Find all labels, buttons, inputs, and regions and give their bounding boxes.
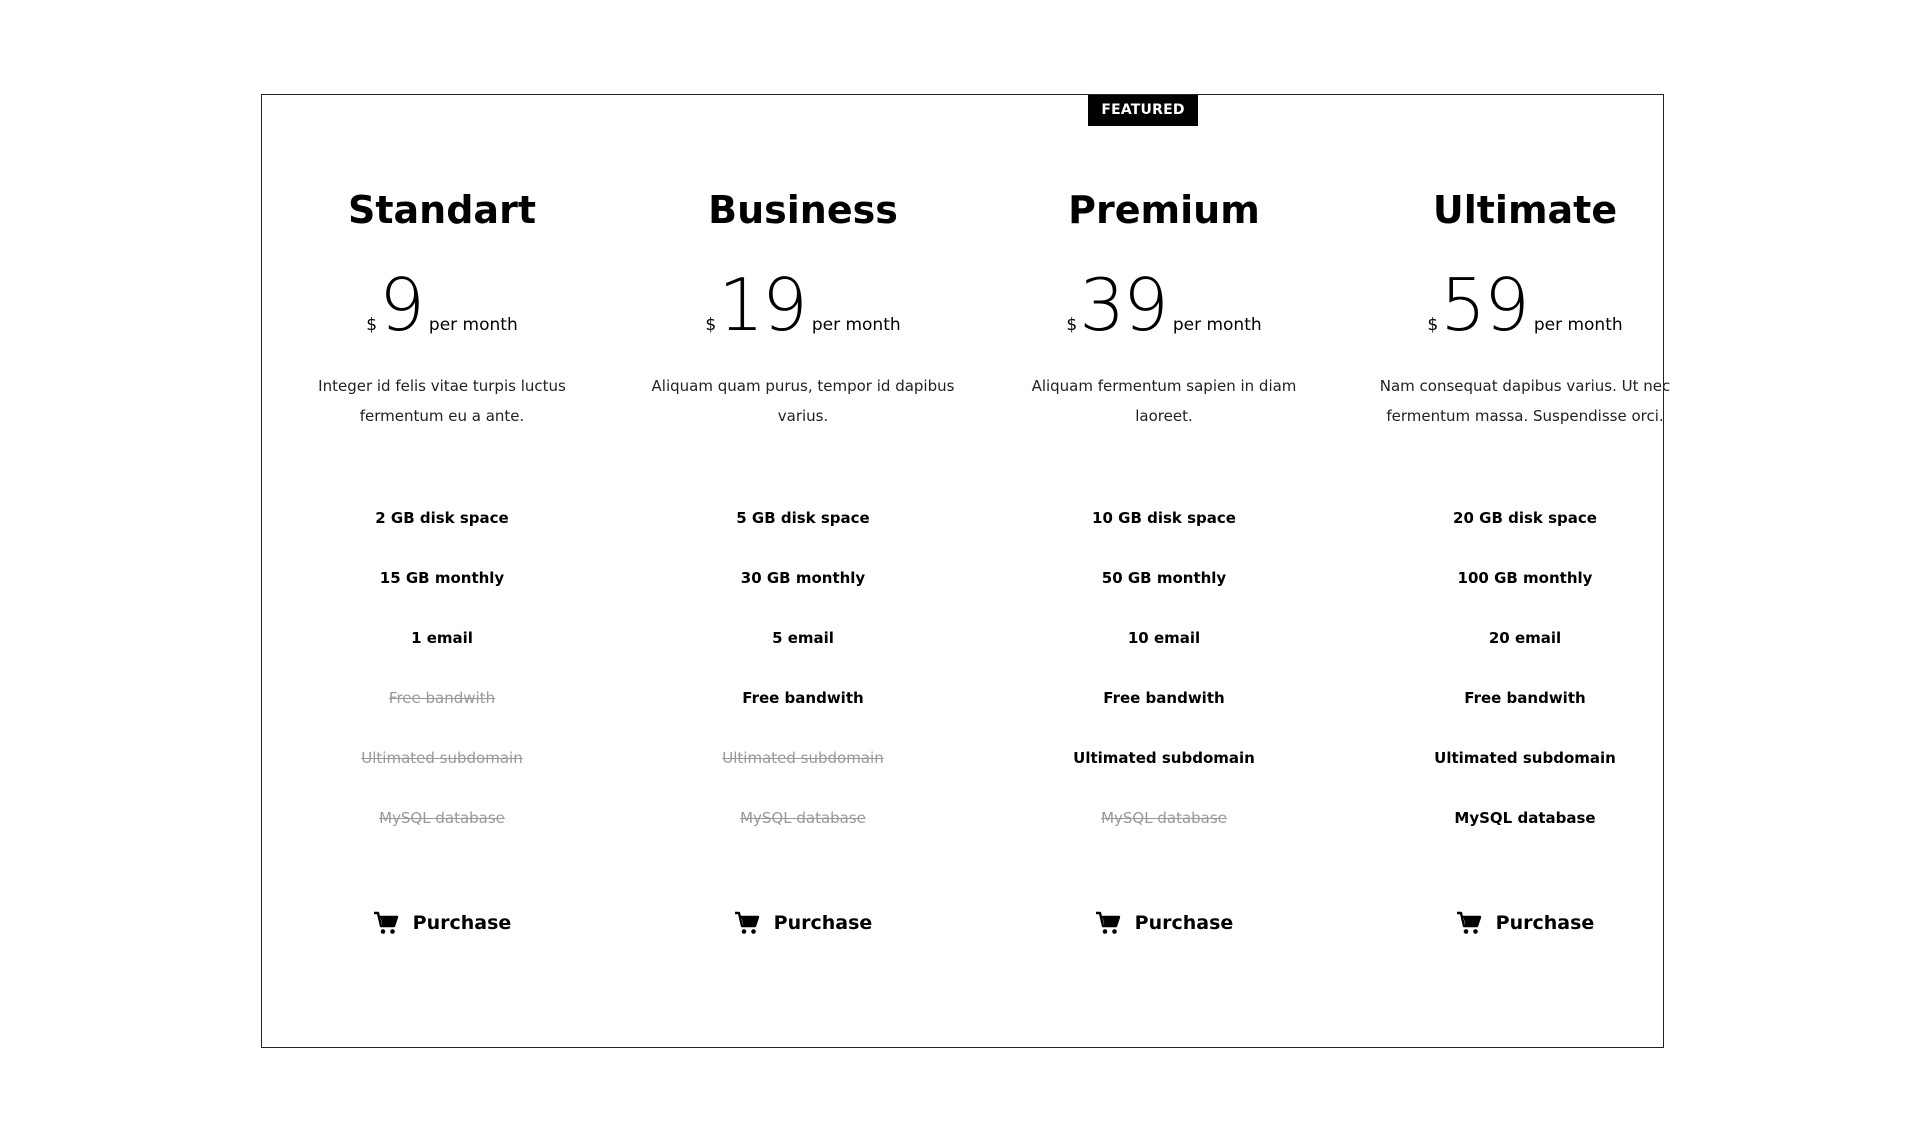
price-period: per month (428, 315, 518, 335)
purchase-button[interactable] (262, 910, 622, 950)
plan-name: Premium (1068, 188, 1260, 232)
feature-item: Free bandwith (742, 689, 864, 707)
price-amount: 9 (379, 263, 423, 347)
pricing-table (261, 94, 1671, 1048)
price-period: per month (1172, 315, 1262, 335)
feature-item: Ultimated subdomain (1073, 749, 1255, 767)
feature-list (262, 503, 622, 863)
price-period: per month (1533, 315, 1623, 335)
plan-columns (262, 95, 1671, 1047)
cart-icon (373, 910, 399, 936)
feature-item: MySQL database (1101, 809, 1227, 827)
price-currency: $ (366, 315, 378, 335)
cart-icon (734, 910, 760, 936)
feature-list (1345, 503, 1705, 863)
purchase-label: Purchase (773, 912, 873, 934)
cart-icon (1456, 910, 1482, 936)
purchase-label: Purchase (1134, 912, 1234, 934)
feature-item: 10 GB disk space (1092, 509, 1236, 527)
feature-item: 20 email (1488, 629, 1562, 647)
feature-item: MySQL database (379, 809, 505, 827)
feature-item: 5 GB disk space (736, 509, 870, 527)
price-currency: $ (1427, 315, 1439, 335)
feature-item: 5 email (772, 629, 834, 647)
price-period: per month (811, 315, 901, 335)
plan-price (1345, 265, 1705, 345)
plan-name: Ultimate (1432, 188, 1618, 232)
feature-item: Free bandwith (1103, 689, 1225, 707)
plan-name: Standart (348, 188, 536, 232)
feature-item: 1 email (411, 629, 473, 647)
purchase-button[interactable] (1345, 910, 1705, 950)
purchase-label: Purchase (1495, 912, 1595, 934)
plan-premium (984, 95, 1344, 1047)
price-currency: $ (705, 315, 717, 335)
feature-item: MySQL database (1454, 809, 1596, 827)
plan-description: Nam consequat dapibus varius. Ut nec fermentum massa. Suspendisse orci. (1379, 377, 1671, 425)
price-currency: $ (1066, 315, 1078, 335)
plan-ultimate (1345, 95, 1705, 1047)
plan-business (623, 95, 983, 1047)
plan-name: Business (708, 188, 898, 232)
feature-item: 100 GB monthly (1457, 569, 1593, 587)
feature-list (623, 503, 983, 863)
feature-item: Free bandwith (1464, 689, 1586, 707)
purchase-button[interactable] (984, 910, 1344, 950)
featured-badge: FEATURED (1088, 95, 1198, 126)
cart-icon (1095, 910, 1121, 936)
plan-description: Integer id felis vitae turpis luctus fermentum eu a ante. (318, 377, 566, 425)
feature-item: Ultimated subdomain (1434, 749, 1616, 767)
purchase-button[interactable] (623, 910, 983, 950)
plan-price (623, 265, 983, 345)
feature-list (984, 503, 1344, 863)
price-amount: 39 (1079, 263, 1167, 347)
feature-item: Free bandwith (388, 689, 496, 707)
feature-item: 50 GB monthly (1101, 569, 1227, 587)
feature-item: Ultimated subdomain (361, 749, 523, 767)
plan-price (262, 265, 622, 345)
feature-item: Ultimated subdomain (722, 749, 884, 767)
feature-item: MySQL database (740, 809, 866, 827)
plan-standart (262, 95, 622, 1047)
purchase-label: Purchase (412, 912, 512, 934)
plan-description: Aliquam quam purus, tempor id dapibus varius. (651, 377, 955, 425)
feature-item: 20 GB disk space (1453, 509, 1597, 527)
feature-item: 30 GB monthly (740, 569, 866, 587)
price-amount: 59 (1440, 263, 1528, 347)
plan-description: Aliquam fermentum sapien in diam laoreet. (1031, 377, 1297, 425)
plan-price (984, 265, 1344, 345)
feature-item: 2 GB disk space (375, 509, 509, 527)
price-amount: 19 (718, 263, 806, 347)
feature-item: 15 GB monthly (379, 569, 505, 587)
feature-item: 10 email (1127, 629, 1201, 647)
